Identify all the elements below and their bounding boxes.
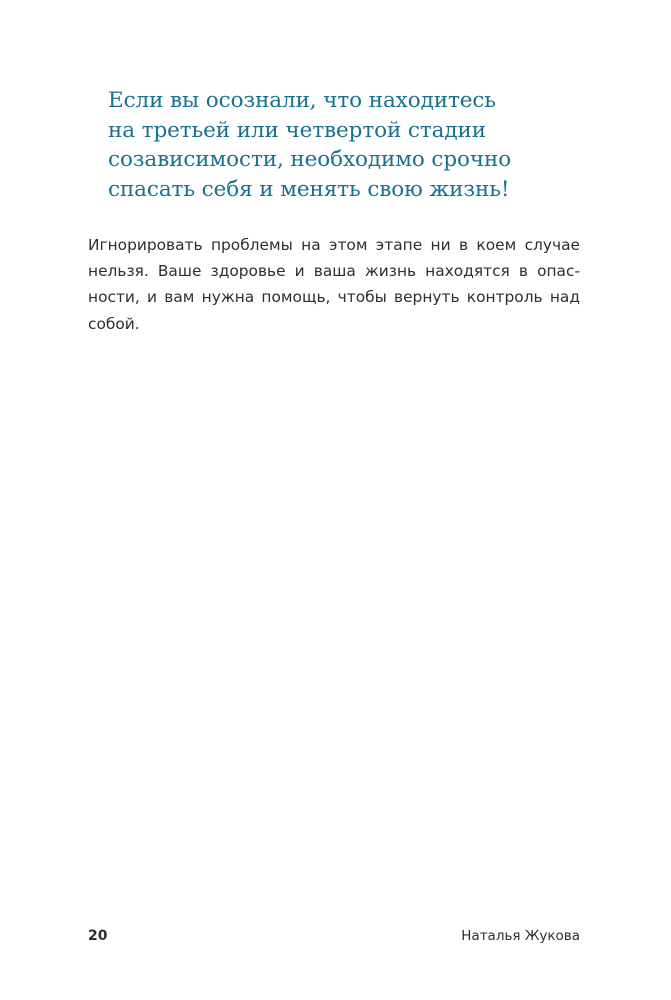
callout-line: созависимости, необходимо срочно <box>108 147 512 172</box>
paragraph-line: Игнорировать проблемы на этом этапе ни в коем случае <box>88 236 580 254</box>
paragraph-line: собой. <box>88 314 140 333</box>
paragraph-line: нельзя. Ваше здоровье и ваша жизнь находятся в опас- <box>88 262 580 281</box>
paragraph-line: ности, и вам нужна помощь, чтобы вернуть контроль над <box>88 288 580 307</box>
callout-line: на третьей или четвертой стадии <box>108 117 486 143</box>
page-footer <box>88 924 580 948</box>
callout-line: Если вы осознали, что находитесь <box>108 88 496 113</box>
highlighted-callout <box>108 86 578 204</box>
author-name: Наталья Жукова <box>461 928 580 944</box>
body-paragraph <box>88 232 580 337</box>
callout-line: спасать себя и менять свою жизнь! <box>108 176 510 202</box>
page-number: 20 <box>88 928 108 944</box>
